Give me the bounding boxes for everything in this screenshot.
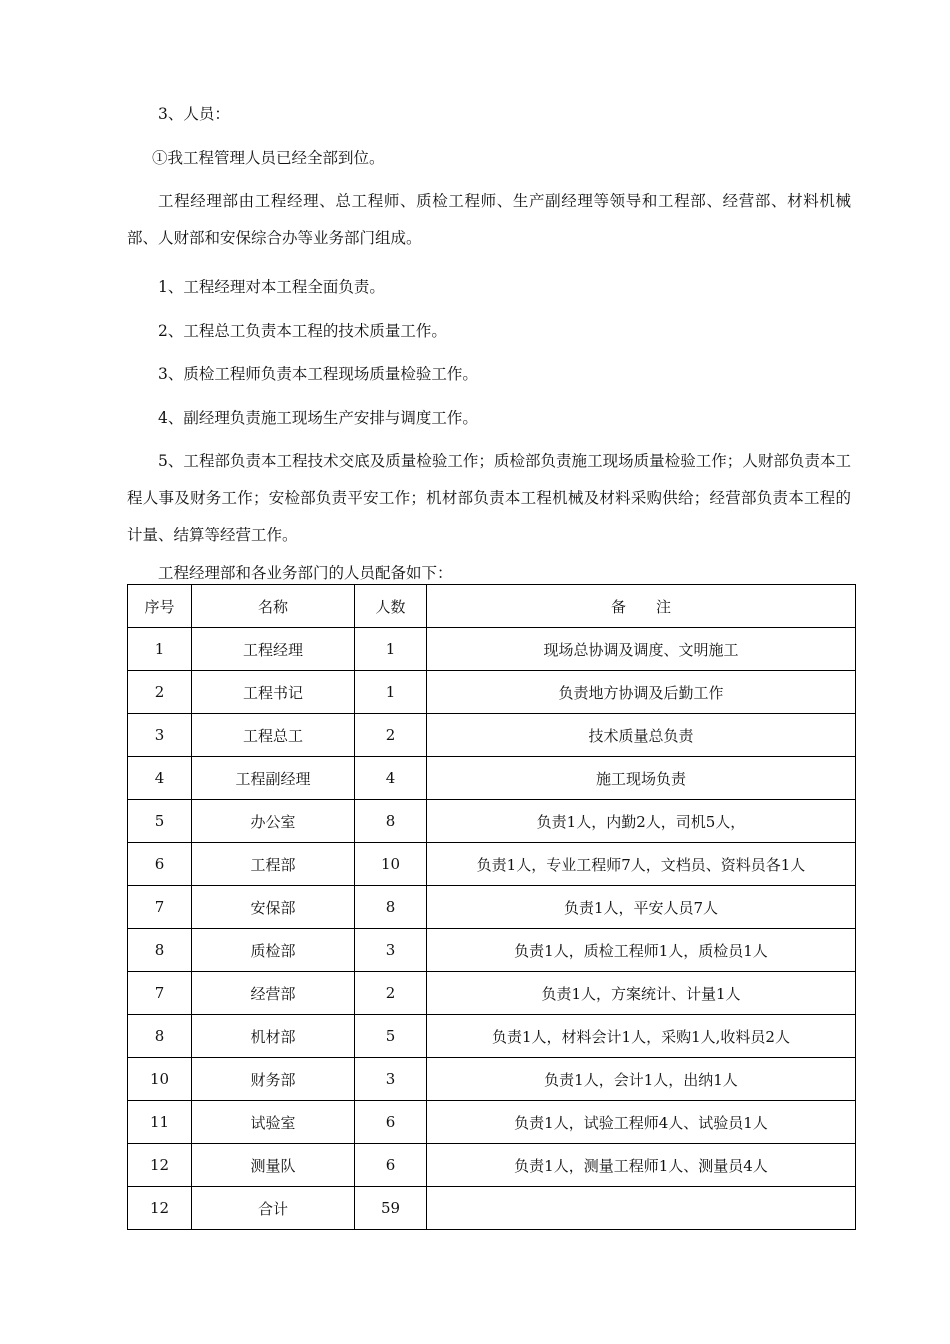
cell-name: 工程经理 <box>192 628 355 671</box>
cell-count: 59 <box>355 1187 427 1230</box>
cell-remarks: 负责1人，会计1人，出纳1人 <box>427 1058 856 1101</box>
cell-name: 工程副经理 <box>192 757 355 800</box>
cell-remarks: 负责1人，内勤2人，司机5人， <box>427 800 856 843</box>
cell-index: 2 <box>128 671 192 714</box>
table-header-row <box>128 585 856 628</box>
cell-name: 合计 <box>192 1187 355 1230</box>
cell-remarks: 负责1人，材料会计1人，采购1人,收料员2人 <box>427 1015 856 1058</box>
table-row <box>128 929 856 972</box>
cell-name: 质检部 <box>192 929 355 972</box>
header-remarks: 备 注 <box>427 585 856 628</box>
duty-item-2: 2、工程总工负责本工程的技术质量工作。 <box>158 322 447 340</box>
header-count: 人数 <box>355 585 427 628</box>
cell-count: 1 <box>355 671 427 714</box>
table-row <box>128 972 856 1015</box>
table-caption: 工程经理部和各业务部门的人员配备如下： <box>158 564 453 582</box>
cell-index: 1 <box>128 628 192 671</box>
cell-index: 12 <box>128 1187 192 1230</box>
cell-count: 4 <box>355 757 427 800</box>
cell-remarks: 负责1人，试验工程师4人、试验员1人 <box>427 1101 856 1144</box>
cell-remarks: 负责1人，质检工程师1人，质检员1人 <box>427 929 856 972</box>
cell-index: 4 <box>128 757 192 800</box>
cell-remarks: 现场总协调及调度、文明施工 <box>427 628 856 671</box>
table-row <box>128 1144 856 1187</box>
cell-name: 试验室 <box>192 1101 355 1144</box>
table-row <box>128 800 856 843</box>
table-row <box>128 1187 856 1230</box>
cell-index: 7 <box>128 886 192 929</box>
cell-name: 工程书记 <box>192 671 355 714</box>
header-index: 序号 <box>128 585 192 628</box>
table-row <box>128 886 856 929</box>
cell-remarks: 技术质量总负责 <box>427 714 856 757</box>
cell-index: 3 <box>128 714 192 757</box>
table-row <box>128 843 856 886</box>
cell-name: 财务部 <box>192 1058 355 1101</box>
table-row <box>128 1015 856 1058</box>
cell-remarks: 负责地方协调及后勤工作 <box>427 671 856 714</box>
cell-name: 安保部 <box>192 886 355 929</box>
circle-note: ①我工程管理人员已经全部到位。 <box>152 149 385 167</box>
duty-item-3: 3、质检工程师负责本工程现场质量检验工作。 <box>158 365 478 383</box>
cell-remarks <box>427 1187 856 1230</box>
cell-index: 11 <box>128 1101 192 1144</box>
cell-count: 5 <box>355 1015 427 1058</box>
cell-index: 8 <box>128 929 192 972</box>
table-row <box>128 628 856 671</box>
cell-count: 3 <box>355 929 427 972</box>
cell-name: 工程总工 <box>192 714 355 757</box>
cell-count: 2 <box>355 972 427 1015</box>
table-row <box>128 1058 856 1101</box>
cell-remarks: 负责1人，平安人员7人 <box>427 886 856 929</box>
table-row <box>128 1101 856 1144</box>
cell-count: 8 <box>355 886 427 929</box>
cell-name: 办公室 <box>192 800 355 843</box>
staffing-table <box>127 584 856 1230</box>
cell-index: 7 <box>128 972 192 1015</box>
cell-count: 1 <box>355 628 427 671</box>
cell-index: 8 <box>128 1015 192 1058</box>
header-name: 名称 <box>192 585 355 628</box>
cell-name: 经营部 <box>192 972 355 1015</box>
cell-remarks: 负责1人，测量工程师1人、测量员4人 <box>427 1144 856 1187</box>
cell-name: 机材部 <box>192 1015 355 1058</box>
cell-remarks: 负责1人，方案统计、计量1人 <box>427 972 856 1015</box>
section-heading: 3、人员： <box>158 105 230 123</box>
table-row <box>128 671 856 714</box>
cell-count: 6 <box>355 1101 427 1144</box>
duty-item-1: 1、工程经理对本工程全面负责。 <box>158 278 385 296</box>
intro-paragraph: 工程经理部由工程经理、总工程师、质检工程师、生产副经理等领导和工程部、经营部、材料机械部、人财部和安保综合办等业务部门组成。 <box>127 192 851 247</box>
cell-index: 6 <box>128 843 192 886</box>
table-row <box>128 757 856 800</box>
cell-remarks: 负责1人，专业工程师7人，文档员、资料员各1人 <box>427 843 856 886</box>
cell-remarks: 施工现场负责 <box>427 757 856 800</box>
cell-index: 5 <box>128 800 192 843</box>
cell-count: 2 <box>355 714 427 757</box>
cell-count: 8 <box>355 800 427 843</box>
duty-item-4: 4、副经理负责施工现场生产安排与调度工作。 <box>158 409 478 427</box>
cell-index: 12 <box>128 1144 192 1187</box>
duty-item-5: 5、工程部负责本工程技术交底及质量检验工作；质检部负责施工现场质量检验工作；人财部负责本工程人事及财务工作；安检部负责平安工作；机材部负责本工程机械及材料采购供给；经营部负责本工程的计量、结算等经营工作。 <box>127 452 851 544</box>
cell-count: 6 <box>355 1144 427 1187</box>
table-row <box>128 714 856 757</box>
cell-count: 3 <box>355 1058 427 1101</box>
cell-index: 10 <box>128 1058 192 1101</box>
cell-name: 工程部 <box>192 843 355 886</box>
cell-count: 10 <box>355 843 427 886</box>
cell-name: 测量队 <box>192 1144 355 1187</box>
